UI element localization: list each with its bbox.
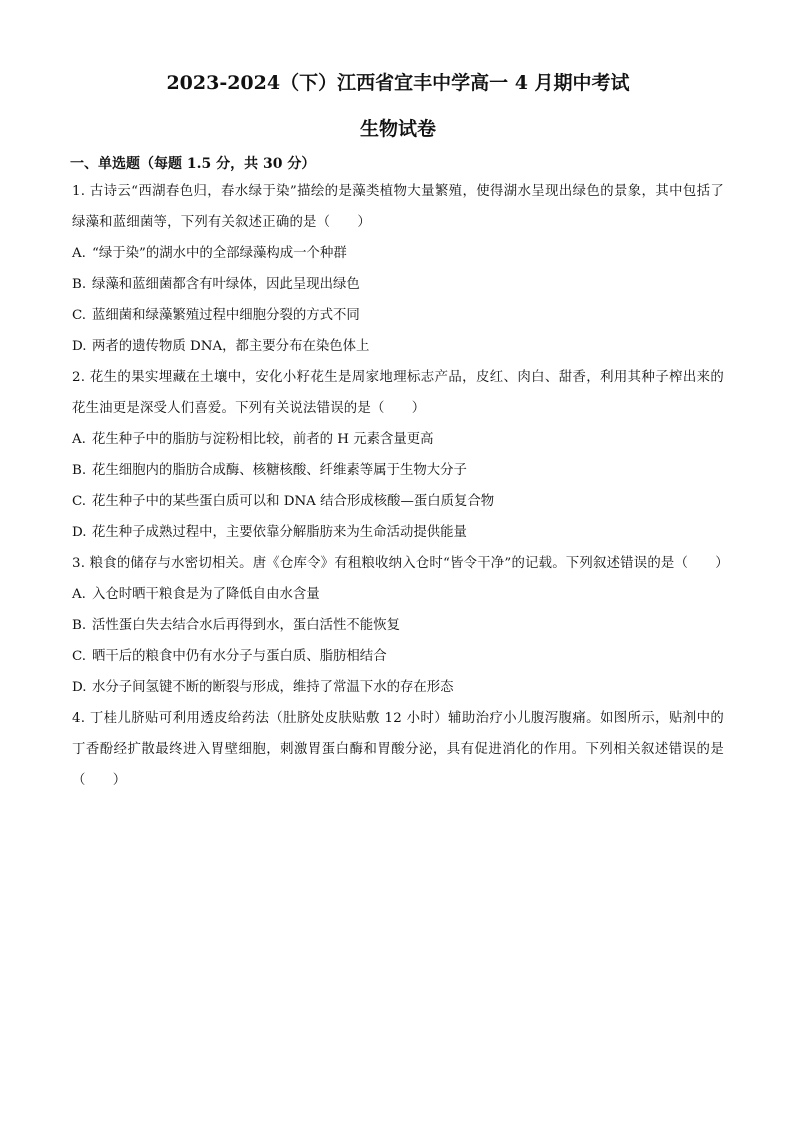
- question-2: [72, 362, 724, 548]
- question-4: [72, 703, 724, 796]
- exam-subtitle: 生物试卷: [359, 118, 436, 140]
- option-b: B. 花生细胞内的脂肪合成酶、核糖核酸、纤维素等属于生物大分子: [72, 463, 467, 478]
- question-stem: 4. 丁桂儿脐贴可利用透皮给药法（肚脐处皮肤贴敷 12 小时）辅助治疗小儿腹泻腹痛。如图所示，贴剂中的丁香酚经扩散最终进入胃壁细胞，刺激胃蛋白酶和胃酸分泌，具有促进消化的作用。下列相关叙述错误的是（ ）: [72, 711, 724, 788]
- question-stem: 2. 花生的果实埋藏在土壤中，安化小籽花生是周家地理标志产品，皮红、肉白、甜香，利用其种子榨出来的花生油更是深受人们喜爱。下列有关说法错误的是（ ）: [72, 370, 724, 416]
- question-stem: 3. 粮食的储存与水密切相关。唐《仓库令》有租粮收纳入仓时“皆令干净”的记载。下列叙述错误的是（ ）: [72, 556, 729, 571]
- option-c: C. 晒干后的粮食中仍有水分子与蛋白质、脂肪相结合: [72, 649, 387, 664]
- option-c: C. 蓝细菌和绿藻繁殖过程中细胞分裂的方式不同: [72, 308, 360, 323]
- option-b: B. 活性蛋白失去结合水后再得到水，蛋白活性不能恢复: [72, 618, 400, 633]
- question-stem: 1. 古诗云“西湖春色归，春水绿于染”描绘的是藻类植物大量繁殖，使得湖水呈现出绿色的景象，其中包括了绿藻和蓝细菌等，下列有关叙述正确的是（ ）: [72, 184, 724, 230]
- option-a: A. “绿于染”的湖水中的全部绿藻构成一个种群: [72, 246, 347, 261]
- section-heading: 一、单选题（每题 1.5 分，共 30 分）: [70, 156, 316, 172]
- option-d: D. 水分子间氢键不断的断裂与形成，维持了常温下水的存在形态: [72, 680, 454, 695]
- question-1: [72, 176, 724, 362]
- option-a: A. 入仓时晒干粮食是为了降低自由水含量: [72, 587, 320, 602]
- exam-title: 2023-2024（下）江西省宜丰中学高一 4 月期中考试: [166, 72, 630, 94]
- option-d: D. 两者的遗传物质 DNA，都主要分布在染色体上: [72, 339, 370, 354]
- option-a: A. 花生种子中的脂肪与淀粉相比较，前者的 H 元素含量更高: [72, 432, 434, 447]
- option-c: C. 花生种子中的某些蛋白质可以和 DNA 结合形成核酸—蛋白质复合物: [72, 494, 495, 509]
- question-3: [72, 548, 729, 703]
- option-d: D. 花生种子成熟过程中，主要依靠分解脂肪来为生命活动提供能量: [72, 525, 467, 540]
- option-b: B. 绿藻和蓝细菌都含有叶绿体，因此呈现出绿色: [72, 277, 360, 292]
